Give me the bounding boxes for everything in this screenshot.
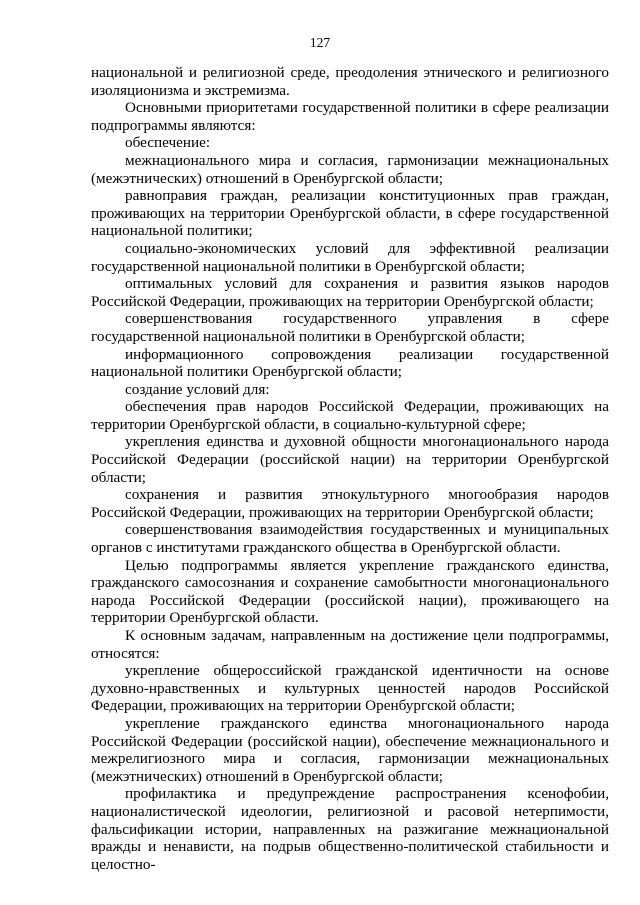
paragraph: обеспечение:: [125, 134, 211, 152]
paragraph: К основным задачам, направленным на достижение цели подпрограммы, относятся:: [91, 627, 609, 662]
paragraph: национальной и религиозной среде, преодоления этнического и религиозного изоляционизма и экстремизма.: [91, 64, 609, 99]
paragraph: информационного сопровождения реализации государственной национальной политики Оренбургской области;: [91, 345, 609, 381]
paragraph: укрепление гражданского единства многонационального народа Российской Федерации (российской нации), обеспечение межнационального и межрелигиозного мира и согласия, гармонизации межнациональных (межэтнических) отношений в Оренбургской области;: [91, 714, 609, 785]
paragraph: укрепление общероссийской гражданской идентичности на основе духовно-нравственных и культурных ценностей народов Российской Федерации, проживающих на территории Оренбургской области;: [91, 662, 609, 715]
paragraph: совершенствования взаимодействия государственных и муниципальных органов с институтами гражданского общества в Оренбургской области.: [91, 521, 609, 557]
paragraph: межнационального мира и согласия, гармонизации межнациональных (межэтнических) отношений в Оренбургской области;: [91, 151, 609, 187]
paragraph: профилактика и предупреждение распространения ксенофобии, националистической идеологии, религиозной и расовой нетерпимости, фальсификации истории, направленных на разжигание межнациональной вражды и ненависти, на подрыв общественно-политической стабильности и целостно-: [91, 785, 609, 873]
document-body: [91, 64, 609, 873]
paragraph: укрепления единства и духовной общности многонационального народа Российской Федерации (российской нации) на территории Оренбургской области;: [91, 433, 609, 486]
paragraph: сохранения и развития этнокультурного многообразия народов Российской Федерации, проживающих на территории Оренбургской области;: [91, 486, 609, 521]
paragraph: равноправия граждан, реализации конституционных прав граждан, проживающих на территории Оренбургской области, в сфере государственной национальной политики;: [91, 187, 609, 240]
paragraph: создание условий для:: [125, 380, 270, 398]
paragraph: совершенствования государственного управления в сфере государственной национальной политики в Оренбургской области;: [91, 310, 609, 345]
paragraph: социально-экономических условий для эффективной реализации государственной национальной политики в Оренбургской области;: [91, 239, 609, 275]
paragraph: оптимальных условий для сохранения и развития языков народов Российской Федерации, проживающих на территории Оренбургской области;: [91, 275, 609, 310]
paragraph: обеспечения прав народов Российской Федерации, проживающих на территории Оренбургской области, в социально-культурной сфере;: [91, 398, 609, 433]
page-number: 127: [309, 35, 331, 50]
paragraph: Основными приоритетами государственной политики в сфере реализации подпрограммы являются:: [91, 99, 609, 134]
paragraph: Целью подпрограммы является укрепление гражданского единства, гражданского самосознания и сохранение самобытности многонационального народа Российской Федерации (российской нации), проживающего на территории Оренбургской области.: [91, 556, 609, 627]
